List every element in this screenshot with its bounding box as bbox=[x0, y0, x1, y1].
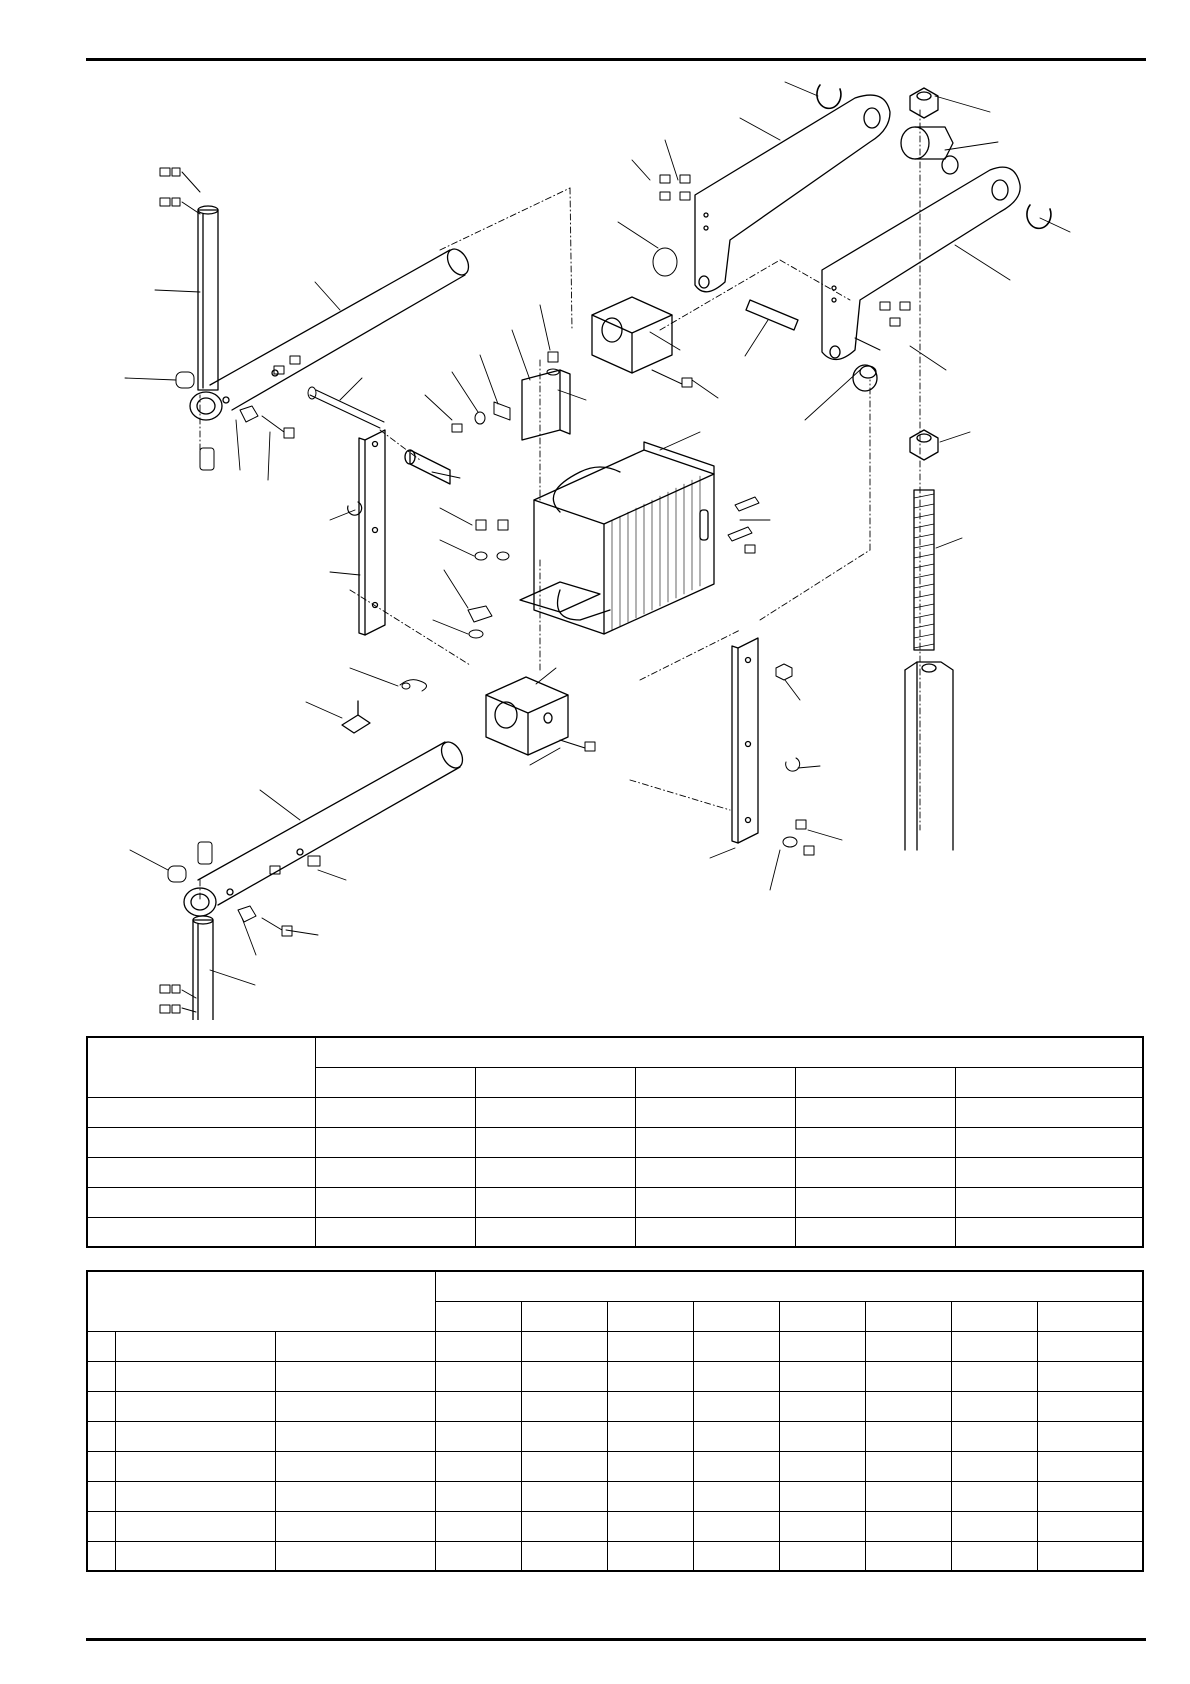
center-small-hardware bbox=[452, 352, 559, 638]
table-row bbox=[87, 1127, 1143, 1157]
upper-tube-small-parts bbox=[176, 356, 300, 470]
table-top-cell bbox=[795, 1067, 955, 1097]
table-row bbox=[87, 1541, 1143, 1571]
retaining-ring-right bbox=[1027, 205, 1051, 228]
upper-rod-setscrews bbox=[160, 168, 200, 214]
upper-clamp-block bbox=[592, 297, 672, 373]
spacer-collar bbox=[853, 365, 877, 391]
lower-tube-small-parts bbox=[168, 842, 320, 936]
table-top-header-cell bbox=[315, 1037, 1143, 1067]
table-row bbox=[87, 1361, 1143, 1391]
table-top-cell bbox=[315, 1067, 475, 1097]
table-row bbox=[87, 1187, 1143, 1217]
upper-horizontal-tube bbox=[190, 245, 473, 420]
lower-hex-column bbox=[905, 662, 953, 850]
clip bbox=[342, 701, 370, 733]
table-row bbox=[87, 1451, 1143, 1481]
lower-clamp-block bbox=[486, 677, 568, 755]
table-row bbox=[87, 1481, 1143, 1511]
specification-table-top bbox=[86, 1036, 1144, 1248]
clamp-bolt-lower bbox=[560, 740, 595, 751]
parts-table-bottom bbox=[86, 1270, 1144, 1572]
transformer-core bbox=[534, 442, 714, 634]
angle-bracket bbox=[522, 370, 570, 440]
right-side-plate bbox=[732, 638, 758, 843]
clamp-bolt-upper bbox=[652, 370, 692, 387]
spacer-pin bbox=[405, 450, 450, 484]
table-row bbox=[87, 1217, 1143, 1247]
table-row bbox=[87, 1391, 1143, 1421]
pivot-block bbox=[901, 127, 958, 174]
pivot-shaft bbox=[746, 300, 798, 330]
arm-fasteners bbox=[653, 175, 910, 350]
transformer-bracket bbox=[520, 582, 600, 612]
table-top-cell bbox=[955, 1067, 1143, 1097]
lower-horizontal-tube bbox=[184, 738, 467, 916]
retaining-ring-upper bbox=[817, 85, 841, 108]
middle-nut bbox=[910, 430, 938, 460]
threaded-rod bbox=[914, 490, 934, 650]
lower-vertical-rod bbox=[193, 916, 213, 1020]
table-top-header-cell bbox=[87, 1037, 315, 1097]
upper-right-arm-front bbox=[695, 95, 890, 292]
upper-right-arm-rear bbox=[822, 167, 1020, 359]
lower-rod-setscrews bbox=[160, 985, 196, 1013]
wire-lead bbox=[400, 680, 427, 691]
terminal-connectors bbox=[728, 497, 759, 553]
table-bottom-header-cell bbox=[87, 1271, 435, 1331]
footer-rule bbox=[86, 1638, 1146, 1641]
table-row bbox=[87, 1511, 1143, 1541]
long-bolt bbox=[308, 387, 384, 428]
table-top-cell bbox=[475, 1067, 635, 1097]
left-side-plate bbox=[359, 430, 385, 635]
assembly-guide-lines bbox=[200, 110, 920, 900]
upper-vertical-rod bbox=[198, 206, 218, 390]
table-row bbox=[87, 1421, 1143, 1451]
table-row bbox=[87, 1331, 1143, 1361]
table-bottom-header-cell bbox=[435, 1271, 1143, 1301]
table-top-cell bbox=[635, 1067, 795, 1097]
table-row bbox=[87, 1157, 1143, 1187]
top-nut bbox=[910, 88, 938, 118]
table-row bbox=[87, 1097, 1143, 1127]
callout-leaders bbox=[125, 82, 1070, 985]
